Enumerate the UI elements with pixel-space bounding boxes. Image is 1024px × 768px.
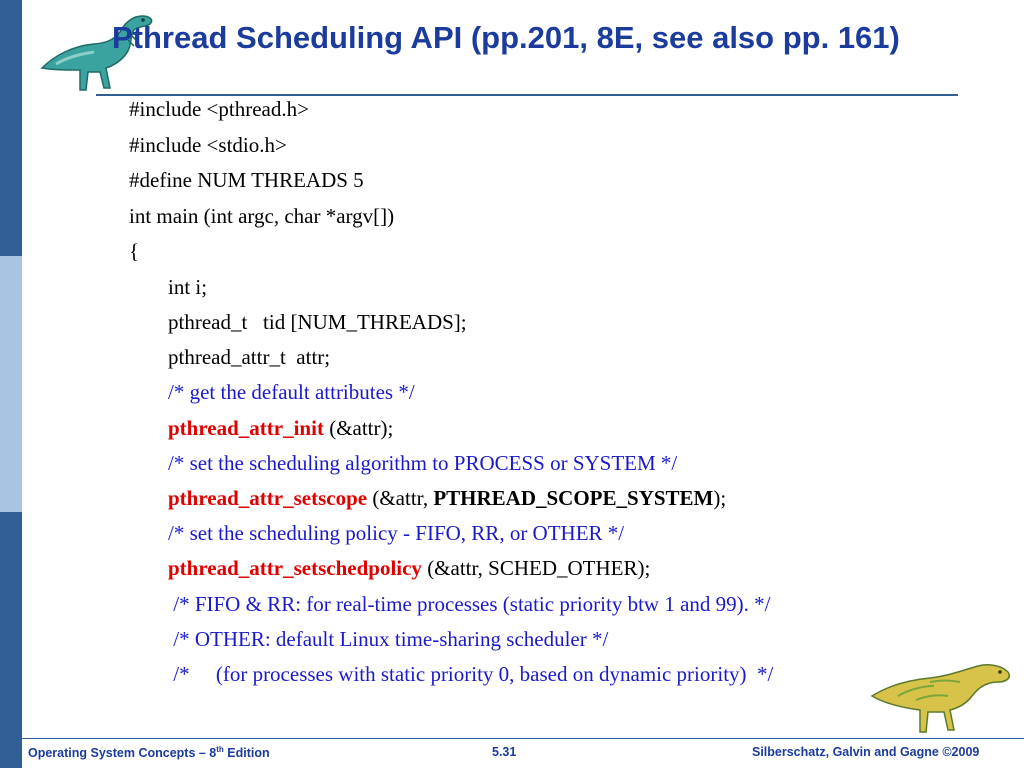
code-comment-fifo-rr: /* FIFO & RR: for real-time processes (static priority btw 1 and 99). */: [168, 592, 771, 616]
code-comment-static-priority: /* (for processes with static priority 0, based on dynamic priority) */: [168, 662, 774, 686]
slide-title: Pthread Scheduling API (pp.201, 8E, see also pp. 161): [112, 20, 900, 55]
left-bar-segment-middle: [0, 256, 22, 512]
left-bar-segment-bottom: [0, 512, 22, 768]
code-comment-scheduling-policy: /* set the scheduling policy - FIFO, RR, or OTHER */: [168, 521, 625, 545]
function-args: (&attr);: [323, 416, 394, 440]
code-line-int-i: int i;: [168, 275, 208, 299]
code-line-tid: pthread_t tid [NUM_THREADS];: [168, 310, 467, 334]
left-bar-segment-top: [0, 0, 22, 256]
code-line-setscope: [168, 486, 726, 510]
code-comment-default-attributes: /* get the default attributes */: [168, 380, 415, 404]
dinosaur-corner-icon: [868, 656, 1018, 736]
code-comment-other: /* OTHER: default Linux time-sharing scheduler */: [168, 627, 609, 651]
left-accent-bar: [0, 0, 22, 768]
footer-authors: Silberschatz, Galvin and Gagne ©2009: [752, 745, 980, 759]
function-name-setschedpolicy: pthread_attr_setschedpolicy: [168, 556, 422, 580]
footer-book-title-text: Operating System Concepts – 8: [28, 746, 217, 761]
scope-constant: PTHREAD_SCOPE_SYSTEM: [433, 486, 714, 510]
footer-book-title: [28, 745, 270, 760]
footer-edition-text: Edition: [223, 746, 270, 761]
code-line-attr: pthread_attr_t attr;: [168, 345, 331, 369]
code-line-include-stdio: #include <stdio.h>: [129, 133, 287, 157]
code-line-main: int main (int argc, char *argv[]): [129, 204, 395, 228]
code-line-open-brace: {: [129, 239, 140, 263]
function-name-setscope: pthread_attr_setscope: [168, 486, 368, 510]
title-divider: [96, 94, 958, 96]
function-args-close: );: [713, 486, 727, 510]
footer-edition-superscript: th: [216, 745, 224, 754]
code-line-attr-init: [168, 416, 393, 440]
code-comment-scheduling-algorithm: /* set the scheduling algorithm to PROCESS or SYSTEM */: [168, 451, 678, 475]
code-line-setschedpolicy: [168, 556, 650, 580]
function-args: (&attr, SCHED_OTHER);: [421, 556, 651, 580]
code-line-define: #define NUM THREADS 5: [129, 168, 364, 192]
function-name-attr-init: pthread_attr_init: [168, 416, 324, 440]
function-args: (&attr,: [367, 486, 434, 510]
code-line-include-pthread: #include <pthread.h>: [129, 97, 309, 121]
footer-divider: [22, 738, 1024, 739]
footer-page-number: 5.31: [492, 745, 517, 759]
